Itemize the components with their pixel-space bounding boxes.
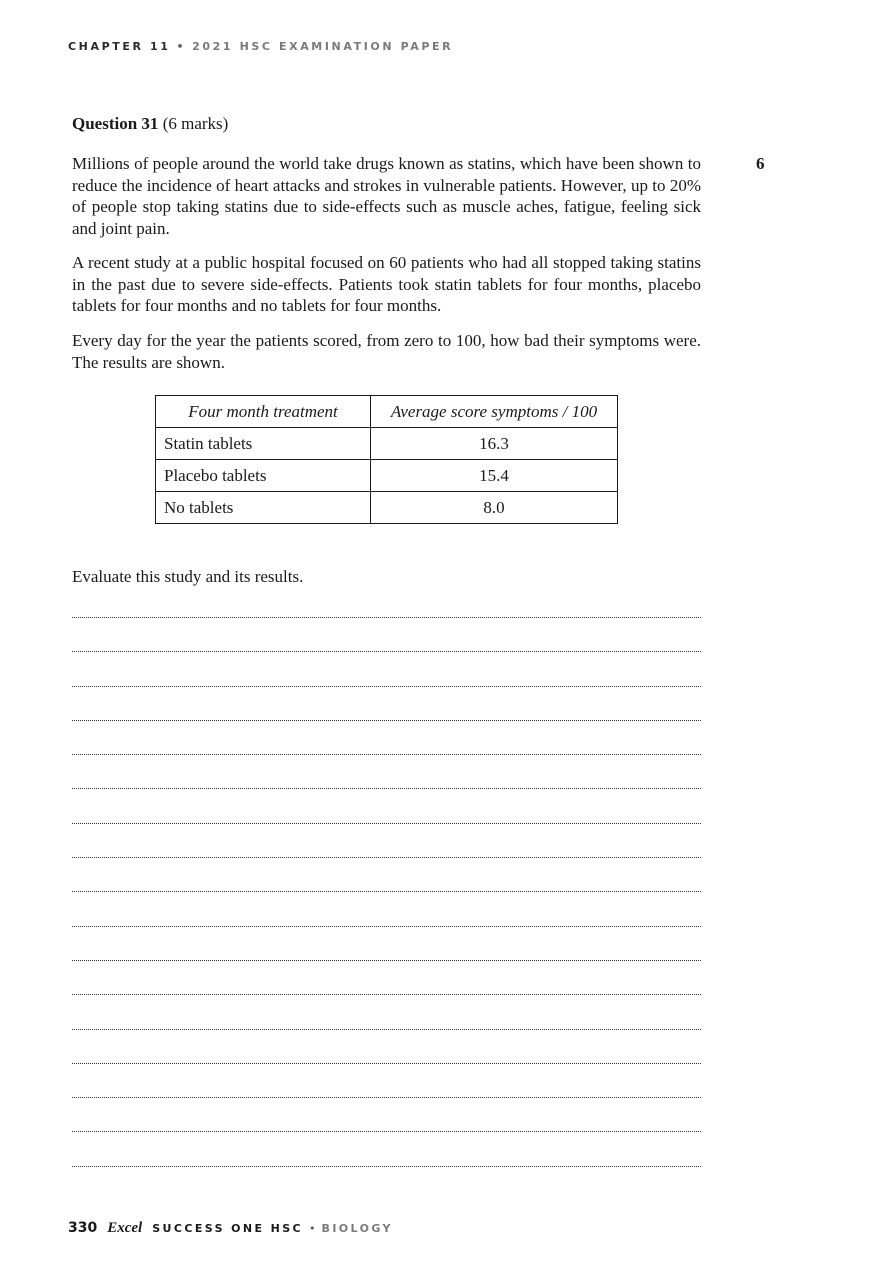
score-cell: 15.4 <box>371 460 618 492</box>
table-header-score: Average score symptoms / 100 <box>371 396 618 428</box>
question-number: Question 31 <box>72 114 159 133</box>
table-row <box>156 428 618 460</box>
treatment-cell: Placebo tablets <box>156 460 371 492</box>
table-header-row <box>156 396 618 428</box>
answer-line[interactable] <box>72 1048 701 1064</box>
footer-separator: • <box>309 1222 316 1235</box>
table-row <box>156 460 618 492</box>
question-prompt: Evaluate this study and its results. <box>72 567 304 586</box>
answer-line[interactable] <box>72 842 701 858</box>
paragraph-study-design: A recent study at a public hospital focused on 60 patients who had all stopped taking statins in the past due to severe side-effects. Patients took statin tablets for four months, placebo tablets for four months and no tablets for four months. <box>72 253 701 315</box>
answer-line[interactable] <box>72 705 701 721</box>
answer-line[interactable] <box>72 1151 701 1167</box>
score-cell: 8.0 <box>371 492 618 524</box>
answer-line[interactable] <box>72 636 701 652</box>
table-header-treatment: Four month treatment <box>156 396 371 428</box>
subject-label: BIOLOGY <box>321 1222 393 1235</box>
answer-line[interactable] <box>72 671 701 687</box>
treatment-cell: Statin tablets <box>156 428 371 460</box>
answer-line[interactable] <box>72 1014 701 1030</box>
header-separator: • <box>176 40 187 53</box>
page-footer <box>68 1219 393 1237</box>
answer-line[interactable] <box>72 1082 701 1098</box>
answer-line[interactable] <box>72 1116 701 1132</box>
answer-line[interactable] <box>72 911 701 927</box>
answer-line[interactable] <box>72 773 701 789</box>
answer-line[interactable] <box>72 876 701 892</box>
answer-line[interactable] <box>72 945 701 961</box>
answer-line[interactable] <box>72 979 701 995</box>
table-row <box>156 492 618 524</box>
page-number: 330 <box>68 1220 98 1236</box>
section-label: 2021 HSC EXAMINATION PAPER <box>192 40 454 53</box>
answer-lines <box>72 602 701 1185</box>
score-cell: 16.3 <box>371 428 618 460</box>
results-table <box>155 395 618 524</box>
chapter-label: CHAPTER 11 <box>68 40 171 53</box>
margin-marks: 6 <box>756 154 765 173</box>
question-marks: (6 marks) <box>162 114 229 133</box>
answer-line[interactable] <box>72 808 701 824</box>
paragraph-scoring: Every day for the year the patients scored, from zero to 100, how bad their symptoms were. The results are shown. <box>72 331 701 372</box>
answer-line[interactable] <box>72 602 701 618</box>
treatment-cell: No tablets <box>156 492 371 524</box>
brand-logo: Excel <box>107 1220 143 1236</box>
paragraph-statins-intro: Millions of people around the world take drugs known as statins, which have been shown to reduce the incidence of heart attacks and strokes in vulnerable patients. However, up to 20% of people stop taking statins due to side-effects such as muscle aches, fatigue, feeling sick and joint pain. <box>72 154 701 238</box>
series-title: SUCCESS ONE HSC <box>152 1222 304 1235</box>
answer-line[interactable] <box>72 739 701 755</box>
question-heading <box>72 114 228 134</box>
running-header <box>68 40 453 53</box>
